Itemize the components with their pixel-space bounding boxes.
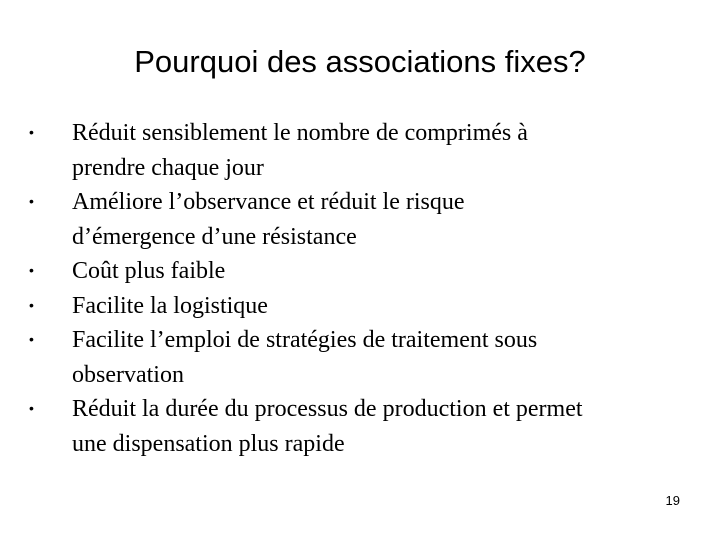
page-number: 19: [665, 493, 680, 508]
bullet-item: [0, 116, 720, 185]
bullet-marker: •: [29, 262, 34, 278]
bullet-item: [0, 254, 720, 289]
bullet-text: Coût plus faible: [72, 258, 226, 284]
slide-title: Pourquoi des associations fixes?: [134, 44, 586, 79]
bullet-marker: •: [29, 400, 34, 416]
bullet-marker: •: [29, 124, 34, 140]
bullet-text: Réduit sensiblement le nombre de comprimés à prendre chaque jour: [72, 120, 528, 181]
bullet-text: Facilite l’emploi de stratégies de traitement sous observation: [72, 327, 538, 388]
bullet-text: Réduit la durée du processus de production et permet une dispensation plus rapide: [72, 396, 583, 457]
bullet-marker: •: [29, 296, 34, 313]
bullet-item: [0, 289, 720, 324]
bullet-list: [0, 116, 720, 461]
bullet-marker: •: [29, 193, 34, 209]
bullet-marker: •: [29, 331, 34, 347]
bullet-item: [0, 392, 720, 461]
bullet-item: [0, 323, 720, 392]
bullet-text: Améliore l’observance et réduit le risque d’émergence d’une résistance: [72, 189, 465, 250]
bullet-item: [0, 185, 720, 254]
bullet-text: Facilite la logistique: [72, 292, 268, 319]
